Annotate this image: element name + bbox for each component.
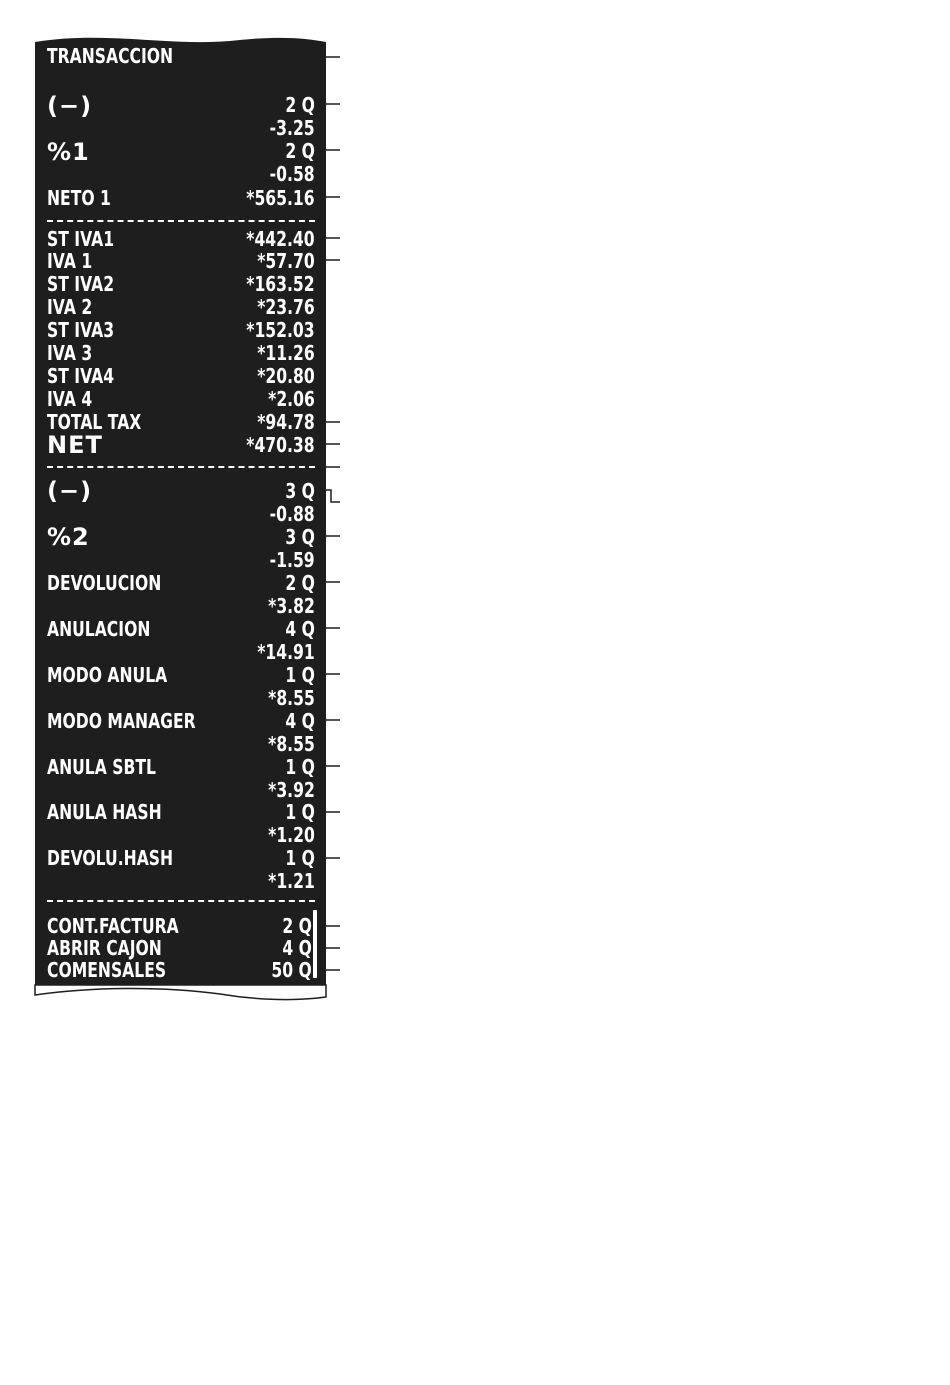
total-tax-value: *94.78 bbox=[257, 410, 315, 434]
discount2-label: (−) bbox=[47, 477, 93, 505]
counter-row-label: CONT.FACTURA bbox=[47, 914, 179, 938]
void-row-label: MODO ANULA bbox=[47, 663, 168, 687]
counter-row-count: 2 Q bbox=[282, 914, 312, 938]
void-row-amount: *3.82 bbox=[268, 594, 315, 618]
counter-bracket bbox=[313, 910, 317, 978]
discount2-count: 3 Q bbox=[285, 479, 315, 503]
tax-row-value: *152.03 bbox=[246, 318, 315, 342]
void-row-label: DEVOLU.HASH bbox=[47, 846, 174, 870]
tax-row-value: *2.06 bbox=[268, 387, 315, 411]
tax-row-label: ST IVA3 bbox=[47, 318, 115, 342]
discount-count: 2 Q bbox=[285, 93, 315, 117]
callout-leaders bbox=[326, 57, 340, 970]
percent2-label: %2 bbox=[47, 523, 90, 551]
tax-row-label: ST IVA1 bbox=[47, 227, 115, 251]
neto1-value: *565.16 bbox=[246, 186, 315, 210]
void-row-amount: *1.21 bbox=[268, 869, 315, 893]
tax-row-value: *20.80 bbox=[257, 364, 315, 388]
tax-row-label: IVA 3 bbox=[47, 341, 93, 365]
discount-amount: -3.25 bbox=[270, 116, 315, 140]
percent2-count: 3 Q bbox=[285, 525, 315, 549]
void-row-label: ANULA HASH bbox=[47, 800, 162, 824]
header-title: TRANSACCION bbox=[47, 44, 174, 68]
counter-row-count: 4 Q bbox=[282, 936, 312, 960]
total-tax-label: TOTAL TAX bbox=[47, 410, 142, 434]
counter-row-label: ABRIR CAJON bbox=[47, 936, 162, 960]
separator-1 bbox=[47, 220, 315, 222]
net-value: *470.38 bbox=[246, 433, 315, 457]
void-row-amount: *1.20 bbox=[268, 823, 315, 847]
void-row-count: 1 Q bbox=[285, 800, 315, 824]
counter-row-count: 50 Q bbox=[271, 958, 312, 982]
void-row-amount: *8.55 bbox=[268, 686, 315, 710]
tax-row-value: *57.70 bbox=[257, 249, 315, 273]
void-row-count: 2 Q bbox=[285, 571, 315, 595]
discount-label: (−) bbox=[47, 92, 93, 120]
receipt-torn-edge bbox=[35, 985, 326, 1000]
tax-row-label: IVA 1 bbox=[47, 249, 93, 273]
separator-3 bbox=[47, 900, 315, 902]
counter-row-label: COMENSALES bbox=[47, 958, 167, 982]
tax-row-value: *163.52 bbox=[246, 272, 315, 296]
void-row-count: 1 Q bbox=[285, 663, 315, 687]
percent1-amount: -0.58 bbox=[270, 162, 315, 186]
void-row-count: 4 Q bbox=[285, 617, 315, 641]
void-row-label: ANULA SBTL bbox=[47, 755, 156, 779]
void-row-label: MODO MANAGER bbox=[47, 709, 196, 733]
discount2-amount: -0.88 bbox=[270, 502, 315, 526]
void-row-count: 1 Q bbox=[285, 755, 315, 779]
percent1-label: %1 bbox=[47, 138, 90, 166]
tax-row-label: IVA 2 bbox=[47, 295, 93, 319]
void-row-label: DEVOLUCION bbox=[47, 571, 162, 595]
void-row-amount: *3.92 bbox=[268, 778, 315, 802]
net-label: NET bbox=[47, 431, 103, 459]
void-row-amount: *14.91 bbox=[257, 640, 315, 664]
void-row-count: 1 Q bbox=[285, 846, 315, 870]
tax-row-label: IVA 4 bbox=[47, 387, 93, 411]
tax-row-value: *11.26 bbox=[257, 341, 315, 365]
void-row-label: ANULACION bbox=[47, 617, 151, 641]
percent1-count: 2 Q bbox=[285, 139, 315, 163]
void-row-amount: *8.55 bbox=[268, 732, 315, 756]
tax-row-value: *23.76 bbox=[257, 295, 315, 319]
tax-row-label: ST IVA2 bbox=[47, 272, 115, 296]
neto1-label: NETO 1 bbox=[47, 186, 111, 210]
tax-row-label: ST IVA4 bbox=[47, 364, 115, 388]
void-row-count: 4 Q bbox=[285, 709, 315, 733]
tax-row-value: *442.40 bbox=[246, 227, 315, 251]
percent2-amount: -1.59 bbox=[270, 548, 315, 572]
separator-2 bbox=[47, 466, 315, 468]
